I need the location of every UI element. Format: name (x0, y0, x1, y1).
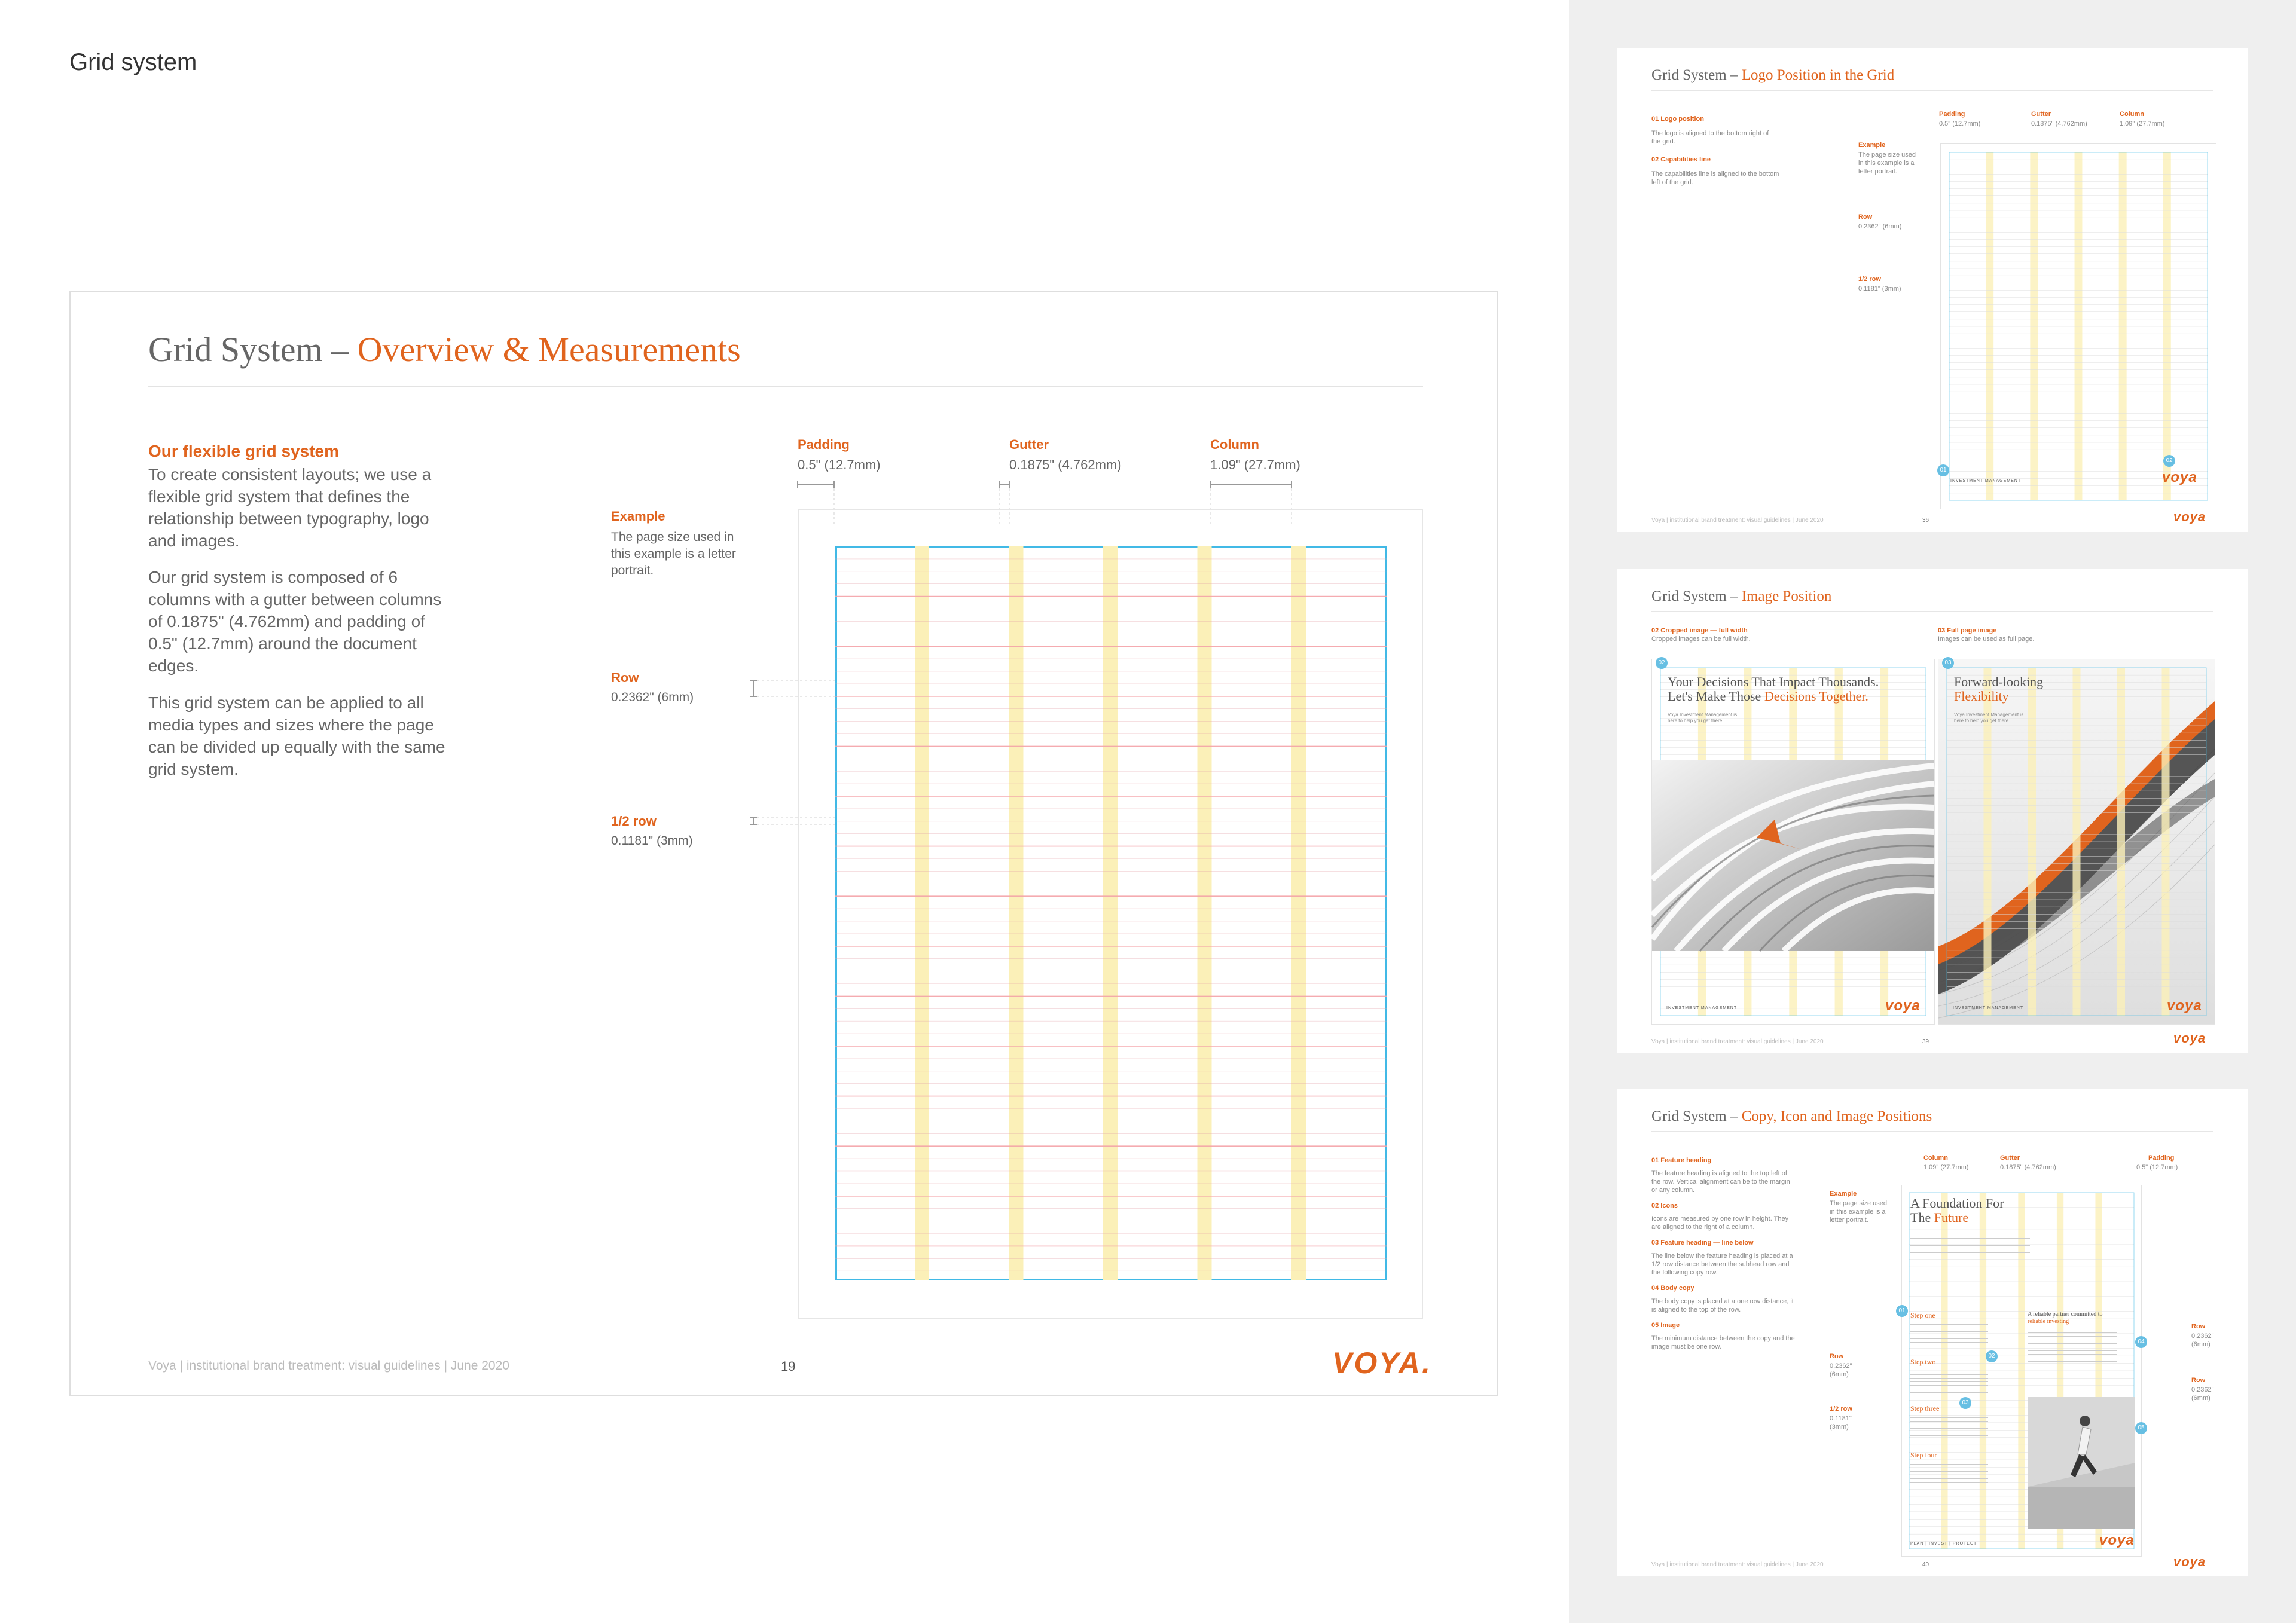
thumb2-footer: Voya | institutional brand treatment: visual guidelines | June 2020 (1651, 1038, 1824, 1045)
grid-gutter (1103, 546, 1118, 1280)
thumb3-halfrow-value: 0.1181" (3mm) (1830, 1415, 1852, 1431)
column-label: Column (1210, 437, 1259, 452)
thumb2-item1-text: Cropped images can be full width. (1651, 635, 1751, 643)
grid-lines (835, 546, 1387, 1280)
grid-gutter (915, 546, 929, 1280)
halfrow-label: 1/2 row (611, 814, 657, 829)
thumb3-badge-04: 04 (2135, 1336, 2147, 1348)
thumb3-step-two-lines (1910, 1371, 1988, 1395)
thumb3-runner-image (2028, 1397, 2135, 1529)
thumb2-right-page (1938, 659, 2215, 1025)
grid-gutter (1009, 546, 1024, 1280)
thumb2-left-page (1651, 659, 1935, 1025)
thumb1-item2-text: The capabilities line is aligned to the bottom left of the grid. (1651, 170, 1779, 186)
page-heading: Grid system (69, 49, 197, 75)
thumb3-halfrow-label: 1/2 row (1830, 1405, 1852, 1413)
title-divider (148, 386, 1423, 387)
padding-label: Padding (798, 437, 850, 452)
thumb1-halfrow-value: 0.1181" (3mm) (1858, 285, 1901, 292)
thumb2-left-headline: Your Decisions That Impact Thousands. Let's Make Those Decisions Together. (1668, 674, 1879, 704)
thumb1-title: Grid System – Logo Position in the Grid (1651, 67, 1895, 83)
thumb2-left-capabilities: INVESTMENT MANAGEMENT (1666, 1006, 1738, 1010)
slide-title-prefix: Grid System – (148, 330, 358, 369)
footer-text: Voya | institutional brand treatment: visual guidelines | June 2020 (148, 1359, 509, 1373)
thumb3-step-three: Step three (1910, 1404, 1940, 1413)
thumb1-item1-text: The logo is aligned to the bottom right of the grid. (1651, 130, 1769, 145)
thumb3-step-one-lines (1910, 1324, 1988, 1348)
thumb1-example-label: Example (1858, 142, 1886, 149)
thumb1-badge-01: 02 (2163, 455, 2175, 467)
thumb1-item1-label: 01 Logo position (1651, 115, 1704, 123)
thumb3-example-text: The page size used in this example is a letter portrait. (1830, 1200, 1888, 1224)
thumb3-column-label: Column (1923, 1154, 1948, 1162)
grid-composition-paragraph: Our grid system is composed of 6 columns with a gutter between columns of 0.1875" (4.762mm) and padding of 0.5" (12.7mm) around the document edges. (148, 568, 442, 675)
thumb3-title: Grid System – Copy, Icon and Image Positions (1651, 1108, 1932, 1124)
thumb2-item1-label: 02 Cropped image — full width (1651, 627, 1748, 634)
grid-application-paragraph: This grid system can be applied to all media types and sizes where the page can be divided up equally with the same grid system. (148, 693, 445, 778)
column-value: 1.09" (27.7mm) (1210, 457, 1300, 472)
thumb3-row-label: Row (1830, 1353, 1844, 1360)
thumb1-footer: Voya | institutional brand treatment: visual guidelines | June 2020 (1651, 517, 1824, 524)
thumb3-column-value: 1.09" (27.7mm) (1923, 1164, 1969, 1171)
thumb3-step-two: Step two (1910, 1358, 1936, 1366)
thumb3-divider (1651, 1131, 2213, 1132)
grid-margin-box (835, 546, 1387, 1280)
thumb1-row-value: 0.2362" (6mm) (1858, 223, 1902, 230)
thumb2-badge-02: 02 (1656, 657, 1668, 669)
thumb2-footer-logo: voya (2173, 1031, 2206, 1046)
thumb1-capabilities-line: INVESTMENT MANAGEMENT (1950, 479, 2022, 483)
thumb3-right-heading: A reliable partner committed to reliable investing (2028, 1311, 2103, 1325)
thumb2-left-image (1652, 760, 1934, 951)
thumb1-grid (1941, 144, 2216, 509)
gutter-value: 0.1875" (4.762mm) (1009, 457, 1122, 472)
halfrow-value: 0.1181" (3mm) (611, 834, 693, 848)
intro-paragraph: To create consistent layouts; we use a flexible grid system that defines the relationship between typography, logo and images. (148, 465, 432, 550)
thumb1-column-label: Column (2120, 111, 2144, 118)
thumb3-padding-label: Padding (2148, 1154, 2175, 1162)
thumb3-headline: A Foundation For The Future (1910, 1196, 2004, 1225)
thumb1-gutter-label: Gutter (2031, 111, 2051, 118)
thumb3-step-four: Step four (1910, 1451, 1937, 1459)
thumb3-footer-logo: voya (2173, 1554, 2206, 1569)
thumb2-right-logo: voya (2167, 998, 2202, 1014)
thumb1-page (1940, 143, 2216, 509)
thumb2-item2-text: Images can be used as full page. (1938, 635, 2035, 643)
thumb1-column-value: 1.09" (27.7mm) (2120, 120, 2165, 127)
thumb3-gutter-value: 0.1875" (4.762mm) (2000, 1164, 2056, 1171)
thumb1-item2-label: 02 Capabilities line (1651, 156, 1711, 163)
main-slide (69, 291, 1498, 1396)
example-label: Example (611, 509, 665, 524)
grid-gutter (1198, 546, 1212, 1280)
thumb-copy-icon-image[interactable] (1617, 1089, 2248, 1576)
gutter-label: Gutter (1009, 437, 1049, 452)
thumb2-left-sub: Voya Investment Management is here to help you get there. (1668, 712, 1738, 723)
thumb3-capabilities-line: PLAN | INVEST | PROTECT (1910, 1542, 1977, 1546)
thumb3-page-number: 40 (1922, 1561, 1929, 1568)
page-number: 19 (781, 1359, 796, 1374)
thumb1-padding-label: Padding (1939, 111, 1965, 118)
thumb1-page-number: 36 (1922, 517, 1929, 524)
thumb2-right-headline: Forward-looking Flexibility (1954, 674, 2044, 704)
thumb2-title: Grid System – Image Position (1651, 588, 1832, 604)
thumb3-right-row-label: Row (2191, 1323, 2206, 1330)
thumb3-right-row2-label: Row (2191, 1377, 2206, 1384)
row-value: 0.2362" (6mm) (611, 690, 694, 704)
thumb3-padding-value: 0.5" (12.7mm) (2136, 1164, 2178, 1171)
thumb2-badge-03: 03 (1942, 657, 1954, 669)
thumb2-right-capabilities: INVESTMENT MANAGEMENT (1953, 1006, 2024, 1010)
slide-title (148, 329, 741, 369)
row-label: Row (611, 670, 639, 685)
thumb3-step-one: Step one (1910, 1311, 1935, 1319)
slide-title-highlight: Overview & Measurements (357, 330, 741, 369)
thumb1-row-label: Row (1858, 213, 1873, 221)
thumb3-page (1898, 1185, 2145, 1557)
thumb3-step-four-lines (1910, 1464, 1988, 1488)
thumb3-badge-02: 02 (1986, 1350, 1998, 1362)
thumb3-gutter-label: Gutter (2000, 1154, 2020, 1162)
intro-heading: Our flexible grid system (148, 442, 339, 460)
thumb2-divider (1651, 611, 2213, 612)
thumb1-divider (1651, 90, 2213, 91)
example-text: The page size used in this example is a letter portrait. (611, 530, 736, 577)
thumb1-logo: voya (2162, 469, 2197, 485)
thumb3-badge-01: 01 (1896, 1305, 1908, 1317)
thumb3-right-row-value: 0.2362" (6mm) (2191, 1332, 2214, 1348)
padding-value: 0.5" (12.7mm) (798, 457, 881, 472)
thumb3-items: 01 Feature heading The feature heading is aligned to the top left of the row. Vertical alignment can be to the margin or any column. 02 Icons Icons are measured by one row in height. They are aligned to the right of a column. 03 Feature heading — line below The line below the feature heading is placed at a 1/2 row distance between the subhead row and the following copy row. 04 Body copy The body copy is placed at a one row distance, it is aligned to the top of the row. 05 Image The minimum distance between the copy and the image must be one row. (1651, 1157, 1795, 1350)
thumb2-page-number: 39 (1922, 1038, 1929, 1045)
thumb1-footer-logo: voya (2173, 509, 2206, 524)
thumb1-halfrow-label: 1/2 row (1858, 276, 1881, 283)
thumb2-item2-label: 03 Full page image (1938, 627, 1997, 634)
thumb2-left-logo: voya (1885, 998, 1921, 1014)
thumb3-row-value: 0.2362" (6mm) (1830, 1362, 1852, 1378)
thumb1-gutter-value: 0.1875" (4.762mm) (2031, 120, 2087, 127)
thumb-image-position[interactable] (1617, 569, 2248, 1053)
thumb3-step-three-lines (1910, 1417, 1988, 1441)
thumbnail-panel (1569, 0, 2296, 1623)
grid-gutter (1292, 546, 1306, 1280)
thumb3-right-row2-value: 0.2362" (6mm) (2191, 1386, 2214, 1402)
thumb3-logo: voya (2099, 1532, 2135, 1548)
thumb3-badge-05: 05 (2135, 1422, 2147, 1434)
thumb1-example-text: The page size used in this example is a letter portrait. (1858, 151, 1916, 175)
thumb-logo-position[interactable] (1617, 48, 2248, 532)
thumb3-intro-lines (1910, 1238, 2030, 1256)
thumb1-padding-value: 0.5" (12.7mm) (1939, 120, 1981, 127)
thumb3-footer: Voya | institutional brand treatment: visual guidelines | June 2020 (1651, 1561, 1824, 1568)
thumb3-example-label: Example (1830, 1190, 1857, 1197)
voya-logo: VOYA. (1332, 1346, 1432, 1380)
thumb2-right-sub: Voya Investment Management is here to help you get there. (1954, 712, 2024, 723)
thumb3-badge-03: 03 (1959, 1397, 1971, 1409)
thumb1-badge-02: 01 (1937, 464, 1949, 476)
thumb3-right-lines (2028, 1329, 2117, 1365)
page-outline (798, 509, 1423, 1319)
